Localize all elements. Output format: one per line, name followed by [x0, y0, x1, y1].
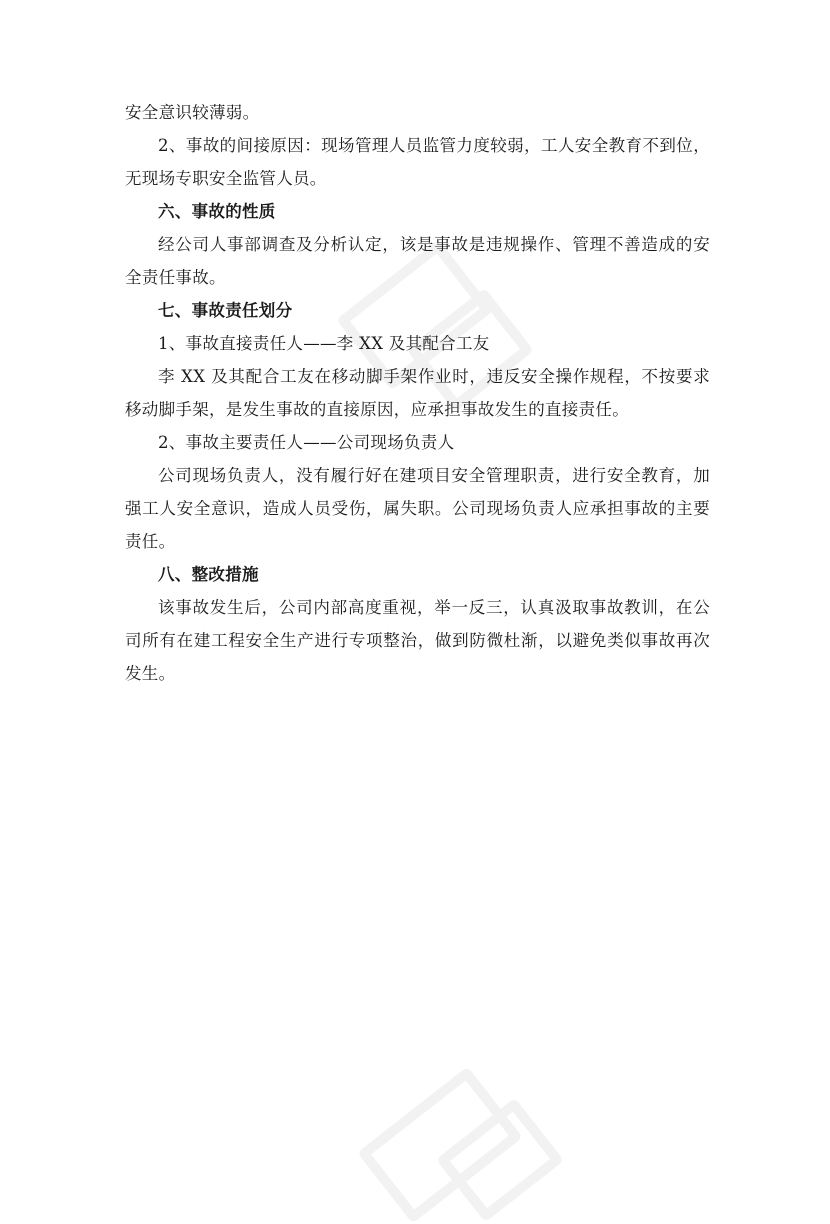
paragraph-safety-awareness: 安全意识较薄弱。 — [125, 103, 260, 122]
paragraph-direct-responsible: 李 XX 及其配合工友在移动脚手架作业时，违反安全操作规程，不按要求移动脚手架，是发生事故的直接原因，应承担事故发生的直接责任。 — [125, 367, 710, 419]
subheading-main-responsible: 2、事故主要责任人——公司现场负责人 — [158, 433, 455, 452]
watermark-logo — [340, 1080, 560, 1180]
document-body — [125, 96, 710, 690]
paragraph-indirect-cause: 2、事故的间接原因：现场管理人员监管力度较弱，工人安全教育不到位，无现场专职安全监管人员。 — [125, 136, 710, 188]
subheading-direct-responsible: 1、事故直接责任人——李 XX 及其配合工友 — [158, 334, 490, 353]
paragraph-main-responsible: 公司现场负责人，没有履行好在建项目安全管理职责，进行安全教育，加强工人安全意识，造成人员受伤，属失职。公司现场负责人应承担事故的主要责任。 — [125, 466, 710, 551]
section-heading-rectification: 八、整改措施 — [158, 565, 259, 584]
paragraph-rectification: 该事故发生后，公司内部高度重视，举一反三，认真汲取事故教训，在公司所有在建工程安全生产进行专项整治，做到防微杜渐，以避免类似事故再次发生。 — [125, 598, 710, 683]
section-heading-responsibility: 七、事故责任划分 — [158, 301, 293, 320]
section-heading-nature: 六、事故的性质 — [158, 202, 276, 221]
paragraph-nature: 经公司人事部调查及分析认定，该是事故是违规操作、管理不善造成的安全责任事故。 — [125, 235, 710, 287]
